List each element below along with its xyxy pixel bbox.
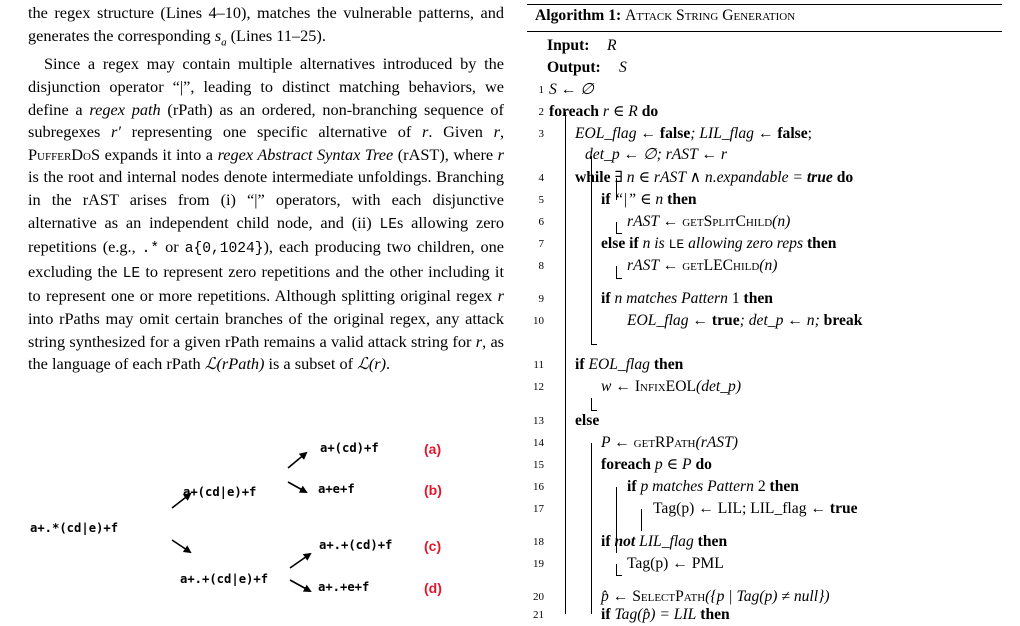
while-block-end xyxy=(591,344,597,345)
symbol-r: r xyxy=(497,286,504,306)
output-keyword: Output: xyxy=(547,59,601,76)
text-run: ), each producing two children, one excluding the xyxy=(28,237,504,281)
line-number: 8 xyxy=(538,260,544,272)
line-number: 17 xyxy=(533,503,544,515)
node-root: a+.*(cd|e)+f xyxy=(30,521,119,535)
text-run: the regex structure (Lines 4–10), matches the vulnerable patterns, and generates the corresponding xyxy=(28,3,504,45)
text-run: s allowing zero repetitions (e.g., xyxy=(28,212,504,257)
code-text: (det_p) xyxy=(696,378,742,395)
symbol-r: r xyxy=(493,122,500,142)
code-text: ({p | Tag(p) ≠ null}) xyxy=(705,588,830,605)
code-text: EOL_flag ← xyxy=(627,312,709,329)
keyword: true xyxy=(806,169,833,186)
line-number: 3 xyxy=(538,128,544,140)
algorithm-box xyxy=(527,0,1002,623)
code-text: p ∈ P xyxy=(654,456,692,473)
node-leaf-d: a+.+e+f xyxy=(318,580,370,594)
code-text: Tag(p) ← PML xyxy=(627,555,724,572)
line-number: 4 xyxy=(538,172,544,184)
keyword: foreach xyxy=(601,456,651,473)
line-number: 14 xyxy=(533,437,544,449)
code-text: “|” ∈ n xyxy=(614,191,664,208)
node-leaf-a: a+(cd)+f xyxy=(320,441,379,455)
algorithm-caption xyxy=(535,7,795,25)
code-text: Tag(p) ← LIL; LIL_flag ← xyxy=(653,500,826,517)
if-line8-bar xyxy=(616,222,617,233)
line-number: 6 xyxy=(538,216,544,228)
keyword: else xyxy=(575,412,600,429)
keyword: while xyxy=(575,169,611,186)
code-text: w ← xyxy=(601,378,631,395)
code-text: 1 xyxy=(731,290,740,307)
code-example-dot-star: .* xyxy=(141,241,160,258)
symbol-r: r xyxy=(475,331,483,351)
code-le: LE xyxy=(122,265,141,282)
code-text: EOL_flag xyxy=(588,356,650,373)
keyword: if xyxy=(601,290,611,307)
keyword: then xyxy=(667,191,697,208)
line-number: 5 xyxy=(538,194,544,206)
node-mid-top: a+(cd|e)+f xyxy=(183,485,257,499)
if-line17-bar xyxy=(641,509,642,531)
keyword: then xyxy=(743,290,773,307)
keyword: then xyxy=(697,533,728,550)
foreach-block-bar xyxy=(565,112,566,614)
text-run: is a subset of xyxy=(268,354,354,374)
text-run: or xyxy=(165,237,179,257)
keyword: then xyxy=(653,356,684,373)
keyword: then xyxy=(769,478,799,495)
line-number: 1 xyxy=(538,84,544,96)
if-line19-bar xyxy=(616,564,617,575)
keyword: if xyxy=(575,356,585,373)
code-text: S ← ∅ xyxy=(549,81,594,98)
rast-expansion-figure xyxy=(0,430,520,614)
code-le: LE xyxy=(668,237,685,252)
math-language-rpath: ℒ(rPath) xyxy=(204,354,265,374)
keyword: foreach xyxy=(549,103,599,120)
line-number: 9 xyxy=(538,293,544,305)
line-number: 19 xyxy=(533,558,544,570)
text-run: representing one specific alternative of xyxy=(131,122,412,142)
code-text: allowing zero reps xyxy=(688,235,804,252)
node-leaf-c: a+.+(cd)+f xyxy=(319,538,393,552)
algorithm-caption-rule xyxy=(527,31,1002,32)
if-line10-bar xyxy=(616,266,617,278)
arrow-to-leaf-c xyxy=(290,554,310,568)
code-text: ; LIL_flag ← xyxy=(690,125,774,142)
text-run: to represent zero repetitions and the other including it to represent one or more repetitions. Although splitting original regex xyxy=(28,261,504,306)
line-number: 12 xyxy=(533,381,544,393)
code-text: ; det_p ← n; xyxy=(739,312,820,329)
symbol-subscript-a: a xyxy=(221,35,227,48)
node-mid-bottom: a+.+(cd|e)+f xyxy=(180,572,269,586)
keyword: else if xyxy=(601,235,639,252)
input-value: R xyxy=(607,37,617,54)
function-name: SelectPath xyxy=(632,588,706,605)
text-run: into rPaths may omit certain branches of the original regex, any attack string synthesized for a given rPath remains a valid attack string for xyxy=(28,308,504,351)
text-run: . xyxy=(386,354,391,374)
code-text: Tag(p̂) = xyxy=(614,606,670,623)
code-text: p matches Pattern xyxy=(640,478,754,495)
output-value: S xyxy=(619,59,627,76)
term-regex-ast: regex Abstract Syntax Tree xyxy=(217,144,394,164)
line-number: 13 xyxy=(533,415,544,427)
code-text: (n) xyxy=(759,257,778,274)
code-text: (n) xyxy=(772,213,791,230)
line-number: 7 xyxy=(538,238,544,250)
line-number: 15 xyxy=(533,459,544,471)
arrow-to-leaf-d xyxy=(290,580,310,591)
leaf-label-a: (a) xyxy=(424,441,442,457)
code-text: LIL xyxy=(673,606,697,623)
paragraph-1 xyxy=(28,2,504,53)
leaf-label-b: (b) xyxy=(424,482,442,498)
keyword: if xyxy=(627,478,637,495)
leaf-label-d: (d) xyxy=(424,580,442,596)
text-run: (Lines 11–25). xyxy=(230,25,326,45)
if-line12-bar xyxy=(591,398,592,410)
keyword: do xyxy=(836,169,854,186)
text-run: (rAST), where xyxy=(397,144,494,164)
line-number: 10 xyxy=(533,315,544,327)
function-name: getSplitChild xyxy=(682,213,773,230)
math-language-r: ℒ(r) xyxy=(357,354,387,374)
code-text: det_p ← ∅; rAST ← r xyxy=(585,146,727,163)
text-run: Since a regex may contain multiple alternatives introduced by the disjunction operator “|”, leading to distinct matching behaviors, we define a xyxy=(28,54,504,119)
text-run: , as the language of each rPath xyxy=(28,331,504,374)
if-line10-end xyxy=(616,278,622,279)
algorithm-caption-label: Algorithm 1: xyxy=(535,7,622,24)
code-text: LIL_flag xyxy=(639,533,694,550)
else-block-bar xyxy=(591,443,592,614)
keyword: true xyxy=(829,500,858,517)
symbol-r-prime: r′ xyxy=(111,122,121,142)
function-name: getRPath xyxy=(633,434,696,451)
keyword: false xyxy=(777,125,808,142)
line-number: 20 xyxy=(533,591,544,603)
function-name: InfixEOL xyxy=(634,378,696,395)
keyword: do xyxy=(695,456,712,473)
text-run: (rPath) as an ordered, non-branching sequence of subregexes xyxy=(28,99,504,142)
code-text: (rAST) xyxy=(695,434,738,451)
function-name: getLEChild xyxy=(682,257,760,274)
symbol-s: s xyxy=(214,25,222,45)
code-le: LE xyxy=(379,216,398,233)
line-number: 18 xyxy=(533,536,544,548)
if-line19-end xyxy=(616,575,622,576)
arrow-to-leaf-b xyxy=(288,482,306,492)
code-text: n matches Pattern xyxy=(614,290,728,307)
keyword: true xyxy=(711,312,740,329)
algorithm-top-rule xyxy=(527,4,1002,5)
keyword: do xyxy=(641,103,659,120)
text-run: , xyxy=(499,122,505,142)
node-leaf-b: a+e+f xyxy=(318,482,355,496)
paragraph-2 xyxy=(28,53,504,375)
symbol-r: r xyxy=(497,144,504,164)
code-text: 2 xyxy=(757,478,766,495)
tool-name-pufferdos: PufferDoS xyxy=(28,144,101,164)
line-number: 2 xyxy=(538,106,544,118)
code-example-repeat: a{0,1024} xyxy=(184,241,264,258)
code-text: EOL_flag ← xyxy=(575,125,657,142)
body-text-column xyxy=(28,2,504,376)
text-run: is the root and internal nodes denote intermediate unfoldings. Branching in the rAST arises from (i) “|” operators, with each disjunctive alternative as an independent child node, and (ii) xyxy=(28,167,504,232)
code-text: n is xyxy=(642,235,665,252)
text-run: expands it into a xyxy=(104,144,214,164)
keyword: if xyxy=(601,533,611,550)
arrow-to-leaf-a xyxy=(288,453,306,468)
keyword: then xyxy=(700,606,730,623)
code-text: rAST ← xyxy=(627,213,679,230)
code-text: p̂ ← xyxy=(601,588,629,605)
input-keyword: Input: xyxy=(547,37,590,54)
keyword: then xyxy=(806,235,837,252)
keyword: false xyxy=(659,125,691,142)
line-number: 11 xyxy=(533,359,544,371)
code-text: ; xyxy=(807,125,812,142)
code-text: ∃ n ∈ rAST ∧ n.expandable = xyxy=(614,169,803,186)
symbol-r: r xyxy=(422,122,429,142)
keyword: not xyxy=(614,533,636,550)
line-number: 16 xyxy=(533,481,544,493)
leaf-label-c: (c) xyxy=(424,538,442,554)
term-regex-path: regex path xyxy=(89,99,161,119)
keyword: if xyxy=(601,191,611,208)
arrow-root-to-bottom xyxy=(172,540,190,552)
keyword: break xyxy=(823,312,863,329)
code-text: rAST ← xyxy=(627,257,679,274)
text-run: . Given xyxy=(428,122,483,142)
line-number: 21 xyxy=(533,609,544,621)
code-text: P ← xyxy=(601,434,630,451)
keyword: if xyxy=(601,606,611,623)
algorithm-title: Attack String Generation xyxy=(625,7,796,24)
code-text: r ∈ R xyxy=(602,103,638,120)
